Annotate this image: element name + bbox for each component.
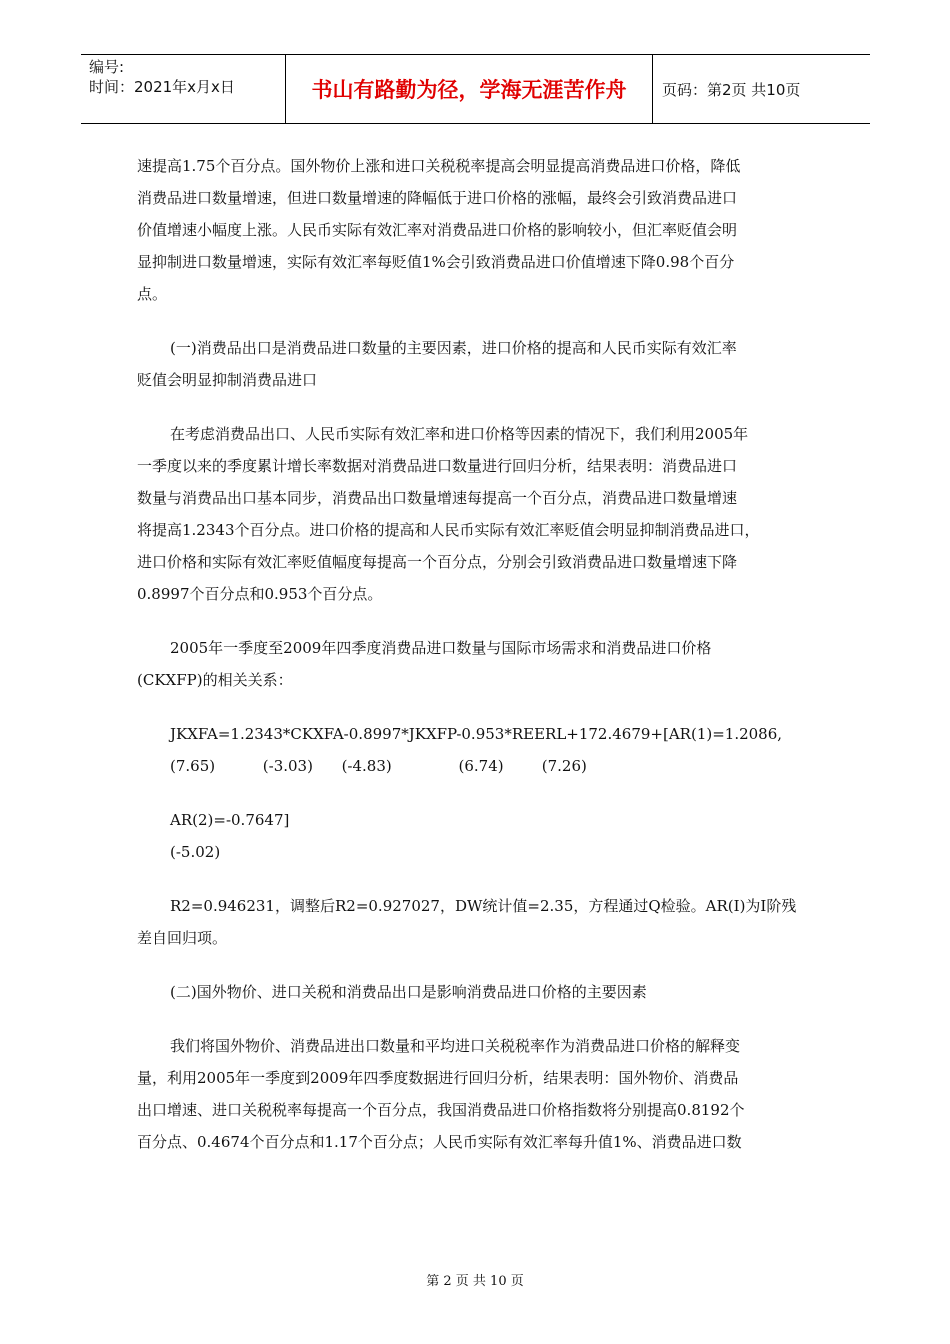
text-line: 价值增速小幅度上涨。人民币实际有效汇率对消费品进口价格的影响较小，但汇率贬值会明 [137, 221, 738, 239]
paragraph [137, 632, 817, 696]
text-line: 我们将国外物价、消费品进出口数量和平均进口关税税率作为消费品进口价格的解释变 [170, 1037, 741, 1055]
text-line: 将提高1.2343个百分点。进口价格的提高和人民币实际有效汇率贬值会明显抑制消费品进口， [137, 521, 760, 539]
text-line: 0.8997个百分点和0.953个百分点。 [137, 585, 383, 603]
text-line: 百分点、0.4674个百分点和1.17个百分点；人民币实际有效汇率每升值1%、消费品进口数 [137, 1133, 742, 1151]
paragraph [137, 890, 817, 954]
paragraph [137, 1030, 817, 1158]
document-body [137, 150, 817, 1158]
equation [137, 718, 817, 782]
paragraph [137, 150, 817, 310]
text-line: 速提高1.75个百分点。国外物价上涨和进口关税税率提高会明显提高消费品进口价格，降低 [137, 157, 741, 175]
t-statistics-line: (-5.02) [170, 843, 221, 861]
text-line: (二)国外物价、进口关税和消费品出口是影响消费品进口价格的主要因素 [170, 983, 647, 1001]
paragraph [137, 418, 817, 610]
text-line: 贬值会明显抑制消费品进口 [137, 371, 318, 389]
text-line: 一季度以来的季度累计增长率数据对消费品进口数量进行回归分析，结果表明：消费品进口 [137, 457, 738, 475]
document-date: 时间：2021年x月x日 [89, 78, 235, 96]
header-motto: 书山有路勤为径，学海无涯苦作舟 [285, 55, 653, 123]
page-header [81, 54, 870, 124]
text-line: R2=0.946231，调整后R2=0.927027，DW统计值=2.35，方程通过Q检验。AR(I)为I阶残 [170, 897, 797, 915]
section-heading [137, 976, 817, 1008]
text-line: 出口增速、进口关税税率每提高一个百分点，我国消费品进口价格指数将分别提高0.8192个 [137, 1101, 745, 1119]
text-line: (一)消费品出口是消费品进口数量的主要因素，进口价格的提高和人民币实际有效汇率 [170, 339, 737, 357]
text-line: 2005年一季度至2009年四季度消费品进口数量与国际市场需求和消费品进口价格 [170, 639, 712, 657]
text-line: 在考虑消费品出口、人民币实际有效汇率和进口价格等因素的情况下，我们利用2005年 [170, 425, 749, 443]
section-heading [137, 332, 817, 396]
header-left [89, 57, 285, 97]
text-line: 显抑制进口数量增速，实际有效汇率每贬值1%会引致消费品进口价值增速下降0.98个百分 [137, 253, 735, 271]
t-statistics-line: (7.65) (-3.03) (-4.83) (6.74) (7.26) [170, 757, 587, 775]
equation-line: AR(2)=-0.7647] [170, 811, 290, 829]
document-number-label: 编号: [89, 58, 125, 76]
text-line: 量，利用2005年一季度到2009年四季度数据进行回归分析，结果表明：国外物价、消费品 [137, 1069, 739, 1087]
text-line: (CKXFP)的相关关系： [137, 671, 293, 689]
page-footer: 第 2 页 共 10 页 [426, 1274, 524, 1289]
text-line: 差自回归项。 [137, 929, 228, 947]
text-line: 点。 [137, 285, 168, 303]
equation-line: JKXFA=1.2343*CKXFA-0.8997*JKXFP-0.953*REERL+172.4679+[AR(1)=1.2086, [170, 725, 783, 743]
text-line: 数量与消费品出口基本同步，消费品出口数量增速每提高一个百分点，消费品进口数量增速 [137, 489, 738, 507]
text-line: 进口价格和实际有效汇率贬值幅度每提高一个百分点，分别会引致消费品进口数量增速下降 [137, 553, 738, 571]
header-page-number: 页码：第2页 共10页 [662, 80, 801, 99]
text-line: 消费品进口数量增速，但进口数量增速的降幅低于进口价格的涨幅，最终会引致消费品进口 [137, 189, 738, 207]
equation [137, 804, 817, 868]
